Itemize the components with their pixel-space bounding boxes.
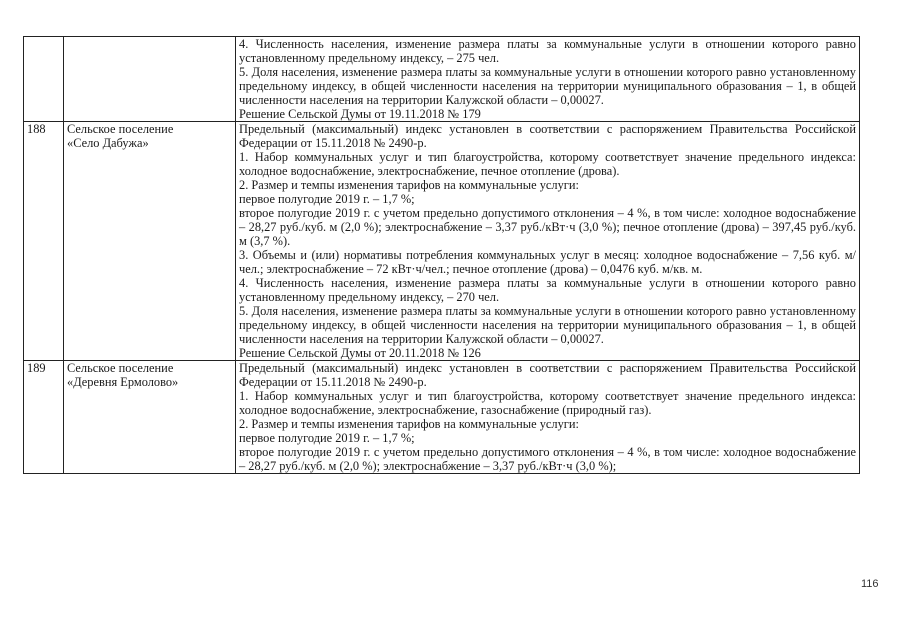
- settlement-name-cell: [64, 122, 236, 361]
- index-description-cell: [236, 37, 860, 122]
- settlement-name-line: «Село Дабужа»: [67, 136, 149, 150]
- settlement-name-cell: [64, 361, 236, 474]
- page-number: 116: [861, 578, 879, 590]
- regulation-table: [23, 36, 860, 474]
- description-paragraph: 4. Численность населения, изменение размера платы за коммунальные услуги в отношении которого равно установленному предельному индексу, – 270 чел.: [239, 276, 856, 304]
- settlement-name-line: Сельское поселение: [67, 361, 174, 375]
- index-description-cell: [236, 361, 860, 474]
- description-paragraph: 2. Размер и темпы изменения тарифов на коммунальные услуги:: [239, 178, 579, 192]
- settlement-name-line: «Деревня Ермолово»: [67, 375, 179, 389]
- description-paragraph: первое полугодие 2019 г. – 1,7 %;: [239, 431, 415, 445]
- index-description-cell: [236, 122, 860, 361]
- description-paragraph: Предельный (максимальный) индекс установлен в соответствии с распоряжением Правительства Российской Федерации от 15.11.2018 № 2490-р.: [239, 122, 856, 150]
- decision-reference: Решение Сельской Думы от 19.11.2018 № 179: [239, 107, 481, 121]
- description-paragraph: первое полугодие 2019 г. – 1,7 %;: [239, 192, 415, 206]
- description-paragraph: 1. Набор коммунальных услуг и тип благоустройства, которому соответствует значение предельного индекса: холодное водоснабжение, электроснабжение, печное отопление (дрова).: [239, 150, 856, 178]
- description-paragraph: 5. Доля населения, изменение размера платы за коммунальные услуги в отношении которого равно установленному предельному индексу, в общей численности населения на территории муниципального образования – 1, в общей численности населения на территории Калужской области – 0,00027.: [239, 65, 856, 107]
- description-paragraph: 5. Доля населения, изменение размера платы за коммунальные услуги в отношении которого равно установленному предельному индексу, в общей численности населения на территории муниципального образования – 1, в общей численности населения на территории Калужской области – 0,00027.: [239, 304, 856, 346]
- row-number: 189: [24, 361, 64, 474]
- row-number: 188: [24, 122, 64, 361]
- description-paragraph: 2. Размер и темпы изменения тарифов на коммунальные услуги:: [239, 417, 579, 431]
- decision-reference: Решение Сельской Думы от 20.11.2018 № 126: [239, 346, 481, 360]
- settlement-name-cell: [64, 37, 236, 122]
- description-paragraph: 1. Набор коммунальных услуг и тип благоустройства, которому соответствует значение предельного индекса: холодное водоснабжение, электроснабжение, газоснабжение (природный газ).: [239, 389, 856, 417]
- description-paragraph: 4. Численность населения, изменение размера платы за коммунальные услуги в отношении которого равно установленному предельному индексу, – 275 чел.: [239, 37, 856, 65]
- settlement-name-line: Сельское поселение: [67, 122, 174, 136]
- description-paragraph: Предельный (максимальный) индекс установлен в соответствии с распоряжением Правительства Российской Федерации от 15.11.2018 № 2490-р.: [239, 361, 856, 389]
- table-row: [24, 37, 860, 122]
- table-row: [24, 122, 860, 361]
- table-row: [24, 361, 860, 474]
- description-paragraph: второе полугодие 2019 г. с учетом предельно допустимого отклонения – 4 %, в том числе: холодное водоснабжение – 28,27 руб./куб. м (2,0 %); электроснабжение – 3,37 руб./кВт·ч (3,0 %);: [239, 445, 856, 473]
- description-paragraph: второе полугодие 2019 г. с учетом предельно допустимого отклонения – 4 %, в том числе: холодное водоснабжение – 28,27 руб./куб. м (2,0 %); электроснабжение – 3,37 руб./кВт·ч (3,0 %); печное отопление (дрова) – 397,45 руб./куб. м (3,7 %).: [239, 206, 856, 248]
- row-number: [24, 37, 64, 122]
- description-paragraph: 3. Объемы и (или) нормативы потребления коммунальных услуг в месяц: холодное водоснабжение – 7,56 куб. м/чел.; электроснабжение – 72 кВт·ч/чел.; печное отопление (дрова) – 0,0476 куб. м/кв. м.: [239, 248, 856, 276]
